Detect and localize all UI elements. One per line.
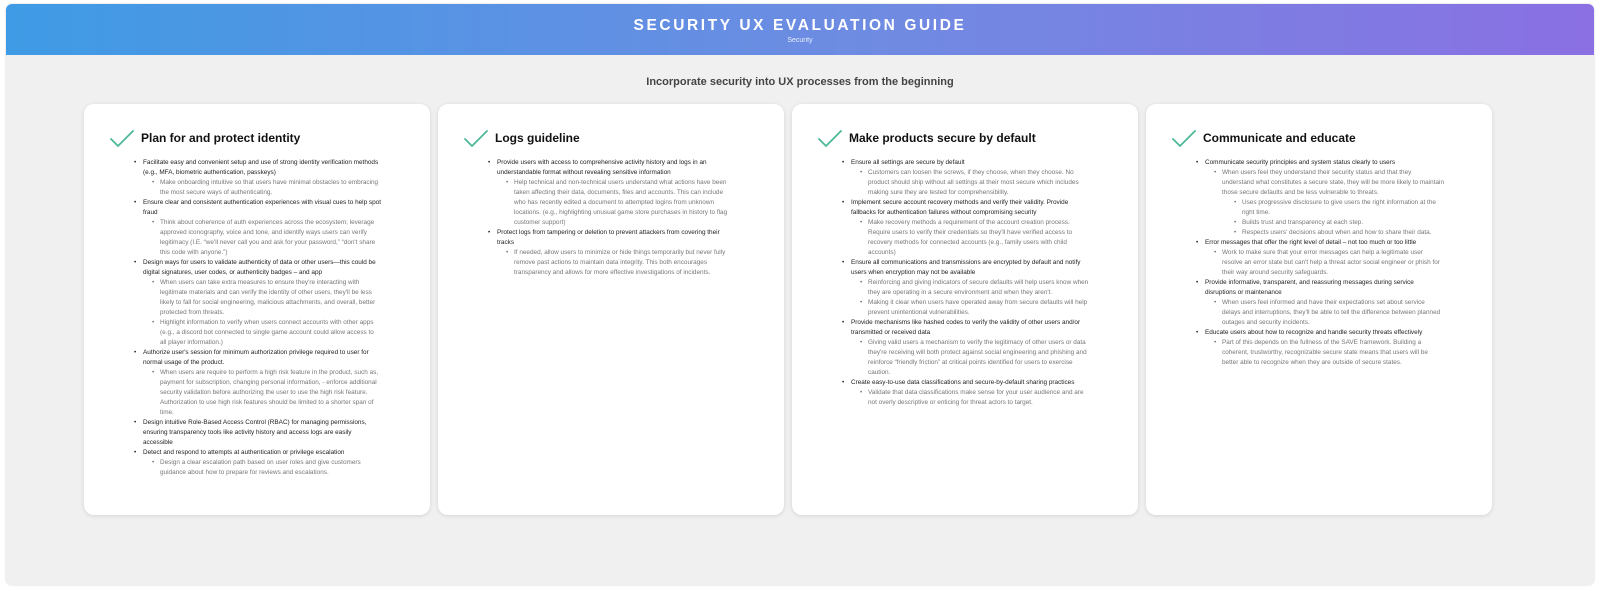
check-icon — [110, 130, 134, 148]
card-1 — [84, 104, 430, 515]
sub-list-item: • When users feel they understand their security status and that they understand what constitutes a secure state, they will be more likely to maintain those secure defaults and be less vulnerable to threats. — [1214, 168, 1444, 198]
sub-list-item: • Highlight information to verify when users connect accounts with other apps (e.g., a discord bot connected to single game account could allow access to all player information.) — [152, 318, 382, 348]
card-2 — [438, 104, 784, 515]
list-item: • Authorize user's session for minimum authorization privilege required to user for normal usage of the product. — [134, 348, 382, 368]
page-subtitle: Security — [787, 37, 813, 44]
page-title: SECURITY UX EVALUATION GUIDE — [633, 17, 967, 34]
sub-list-item: • Make recovery methods a requirement of the account creation process. Require users to verify their credentials so they'll have verified access to recovery methods for connected accounts (e.g., family users with child accounts) — [860, 218, 1090, 258]
list-item: • Create easy-to-use data classifications and secure-by-default sharing practices — [842, 378, 1090, 388]
sub-sub-list-item: • Uses progressive disclosure to give users the right information at the right time. — [1234, 198, 1444, 218]
bullet-list — [842, 158, 1090, 408]
sub-list-item: • Customers can loosen the screws, if they choose, when they choose. No product should ship without all settings at their most secure which includes making sure they are tested for comprehensibility. — [860, 168, 1090, 198]
check-icon — [818, 130, 842, 148]
list-item: • Provide mechanisms like hashed codes to verify the validity of other users and/or transmitted or received data — [842, 318, 1090, 338]
sub-list-item: • Giving valid users a mechanism to verify the legitimacy of other users or data they're receiving will both protect against social engineering and phishing and reinforce “friendly friction” at critical points identified for users to exercise caution. — [860, 338, 1090, 378]
list-item: • Design intuitive Role-Based Access Control (RBAC) for managing permissions, ensuring transparency tools like activity history and access logs are easily accessible — [134, 418, 382, 448]
header-banner — [6, 4, 1594, 55]
sub-list-item: • Validate that data classifications make sense for your user audience and are not overly descriptive or enticing for threat actors to target. — [860, 388, 1090, 408]
card-3 — [792, 104, 1138, 515]
list-item: • Communicate security principles and system status clearly to users — [1196, 158, 1444, 168]
card-title: Make products secure by default — [849, 131, 1036, 145]
list-item: • Protect logs from tampering or deletion to prevent attackers from covering their tracks — [488, 228, 736, 248]
list-item: • Implement secure account recovery methods and verify their validity. Provide fallbacks for authentication failures without compromising security — [842, 198, 1090, 218]
sub-list-item: • When users feel informed and have their expectations set about service delays and interruptions, they'll be able to tell the difference between planned outages and security incidents. — [1214, 298, 1444, 328]
sub-list-item: • When users can take extra measures to ensure they're interacting with legitimate materials and can verify the identity of other users, they'll be less likely to fall for social engineering, malicious attachments, and overall, better protected from threats. — [152, 278, 382, 318]
sub-list-item: • Think about coherence of auth experiences across the ecosystem; leverage approved iconography, voice and tone, and identify ways users can verify legitimacy (I.E. “we'll never call you and ask for your password,” “don't share this code with anyone.”) — [152, 218, 382, 258]
list-item: • Ensure all communications and transmissions are encrypted by default and notify users when encryption may not be available — [842, 258, 1090, 278]
sub-list-item: • Making it clear when users have operated away from secure defaults will help prevent unintentional vulnerabilities. — [860, 298, 1090, 318]
intro-heading: Incorporate security into UX processes from the beginning — [646, 76, 954, 88]
sub-list-item: • Work to make sure that your error messages can help a legitimate user resolve an error state but can't help a threat actor social engineer or phish for their way around security safeguards. — [1214, 248, 1444, 278]
card-title: Plan for and protect identity — [141, 131, 301, 145]
bullet-list — [134, 158, 382, 478]
sub-list-item: • Make onboarding intuitive so that users have minimal obstacles to embracing the most secure ways of authenticating. — [152, 178, 382, 198]
check-icon — [464, 130, 488, 148]
list-item: • Provide users with access to comprehensive activity history and logs in an understandable format without revealing sensitive information — [488, 158, 736, 178]
list-item: • Ensure all settings are secure by default — [842, 158, 1090, 168]
sub-sub-list-item: • Builds trust and transparency at each step. — [1234, 218, 1444, 228]
card-4 — [1146, 104, 1492, 515]
sub-sub-list-item: • Respects users' decisions about when and how to share their data. — [1234, 228, 1444, 238]
list-item: • Educate users about how to recognize and handle security threats effectively — [1196, 328, 1444, 338]
list-item: • Design ways for users to validate authenticity of data or other users—this could be digital signatures, user codes, or authenticity badges – and app — [134, 258, 382, 278]
bullet-list — [488, 158, 736, 278]
sub-list-item: • When users are require to perform a high risk feature in the product, such as, payment for subscription, changing personal information, - enforce additional security validation before authorizing the user to use the high risk feature. Authorization to use high risk features should be limited to a shorter span of time. — [152, 368, 382, 418]
sub-list-item: • Design a clear escalation path based on user roles and give customers guidance about how to prepare for reviews and escalations. — [152, 458, 382, 478]
bullet-list — [1196, 158, 1444, 368]
sub-list-item: • Help technical and non-technical users understand what actions have been taken affecting their data, documents, files and accounts. This can include who has recently edited a document to attempted logins from unknown locations. (e.g., highlighting unusual game store purchases in history to flag customer support) — [506, 178, 736, 228]
list-item: • Provide informative, transparent, and reassuring messages during service disruptions or maintenance — [1196, 278, 1444, 298]
card-title: Communicate and educate — [1203, 131, 1356, 145]
check-icon — [1172, 130, 1196, 148]
sub-list-item: • Reinforcing and giving indicators of secure defaults will help users know when they are operating in a secure environment and when they aren't. — [860, 278, 1090, 298]
list-item: • Detect and respond to attempts at authentication or privilege escalation — [134, 448, 382, 458]
list-item: • Facilitate easy and convenient setup and use of strong identity verification methods (e.g., MFA, biometric authentication, passkeys) — [134, 158, 382, 178]
list-item: • Ensure clear and consistent authentication experiences with visual cues to help spot fraud — [134, 198, 382, 218]
list-item: • Error messages that offer the right level of detail – not too much or too little — [1196, 238, 1444, 248]
sub-list-item: • Part of this depends on the fullness of the SAVE framework. Building a coherent, trustworthy, recognizable secure state means that users will be better able to recognize when they are outside of secure states. — [1214, 338, 1444, 368]
sub-list-item: • If needed, allow users to minimize or hide things temporarily but never fully remove past actions to maintain data integrity. This both encourages transparency and allows for more effective investigations of incidents. — [506, 248, 736, 278]
card-title: Logs guideline — [495, 131, 580, 145]
